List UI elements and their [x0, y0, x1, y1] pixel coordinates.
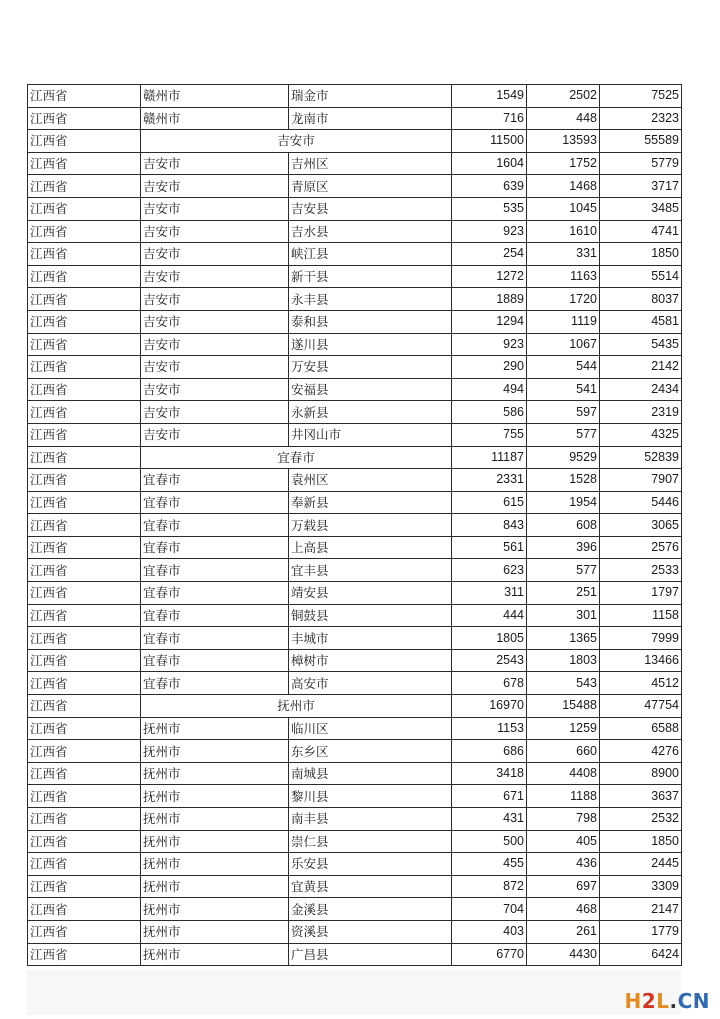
value-cell-1: 1153: [452, 717, 527, 740]
value-cell-3: 4581: [600, 310, 682, 333]
city-cell: 宜春市: [141, 649, 289, 672]
value-cell-2: 1259: [527, 717, 600, 740]
city-cell: 赣州市: [141, 107, 289, 130]
province-cell: 江西省: [28, 130, 141, 153]
table-row: [28, 491, 682, 514]
county-cell: 瑞金市: [289, 85, 452, 108]
value-cell-3: 4741: [600, 220, 682, 243]
value-cell-3: 8037: [600, 288, 682, 311]
table-row: [28, 310, 682, 333]
value-cell-3: 4276: [600, 740, 682, 763]
city-cell: 抚州市: [141, 830, 289, 853]
county-cell: 宜黄县: [289, 875, 452, 898]
value-cell-2: 597: [527, 401, 600, 424]
value-cell-1: 494: [452, 378, 527, 401]
value-cell-1: 1604: [452, 152, 527, 175]
value-cell-2: 1365: [527, 627, 600, 650]
value-cell-3: 4325: [600, 423, 682, 446]
value-cell-2: 660: [527, 740, 600, 763]
table-row: [28, 378, 682, 401]
county-cell: 吉安县: [289, 197, 452, 220]
value-cell-2: 2502: [527, 85, 600, 108]
county-cell: 南城县: [289, 762, 452, 785]
table-row: [28, 875, 682, 898]
city-cell: 吉安市: [141, 175, 289, 198]
province-cell: 江西省: [28, 920, 141, 943]
province-cell: 江西省: [28, 310, 141, 333]
table-row: [28, 197, 682, 220]
value-cell-2: 301: [527, 604, 600, 627]
value-cell-1: 686: [452, 740, 527, 763]
value-cell-3: 1797: [600, 582, 682, 605]
city-cell: 吉安市: [141, 310, 289, 333]
city-cell: 赣州市: [141, 85, 289, 108]
province-cell: 江西省: [28, 762, 141, 785]
value-cell-1: 923: [452, 333, 527, 356]
province-cell: 江西省: [28, 152, 141, 175]
value-cell-2: 4408: [527, 762, 600, 785]
value-cell-1: 615: [452, 491, 527, 514]
province-cell: 江西省: [28, 604, 141, 627]
city-cell: 吉安市: [141, 265, 289, 288]
table-row: [28, 785, 682, 808]
value-cell-3: 1158: [600, 604, 682, 627]
county-cell: 安福县: [289, 378, 452, 401]
province-cell: 江西省: [28, 288, 141, 311]
city-cell: 抚州市: [141, 898, 289, 921]
value-cell-3: 2533: [600, 559, 682, 582]
value-cell-3: 1850: [600, 243, 682, 266]
province-cell: 江西省: [28, 898, 141, 921]
value-cell-1: 843: [452, 514, 527, 537]
province-cell: 江西省: [28, 446, 141, 469]
value-cell-3: 3309: [600, 875, 682, 898]
province-cell: 江西省: [28, 197, 141, 220]
site-watermark: [625, 989, 710, 1013]
value-cell-1: 431: [452, 808, 527, 831]
value-cell-2: 15488: [527, 695, 600, 718]
value-cell-2: 396: [527, 536, 600, 559]
value-cell-3: 4512: [600, 672, 682, 695]
city-cell: 宜春市: [141, 604, 289, 627]
value-cell-2: 448: [527, 107, 600, 130]
value-cell-3: 3065: [600, 514, 682, 537]
value-cell-3: 55589: [600, 130, 682, 153]
value-cell-2: 13593: [527, 130, 600, 153]
county-cell: 资溪县: [289, 920, 452, 943]
value-cell-2: 577: [527, 559, 600, 582]
table-row: [28, 243, 682, 266]
value-cell-3: 7999: [600, 627, 682, 650]
value-cell-2: 798: [527, 808, 600, 831]
county-cell: 樟树市: [289, 649, 452, 672]
value-cell-2: 1468: [527, 175, 600, 198]
table-row: [28, 288, 682, 311]
city-cell: 抚州市: [141, 785, 289, 808]
city-subtotal-row: [28, 130, 682, 153]
city-cell: 吉安市: [141, 333, 289, 356]
province-cell: 江西省: [28, 107, 141, 130]
value-cell-3: 5446: [600, 491, 682, 514]
value-cell-2: 608: [527, 514, 600, 537]
page-bottom-band: [27, 970, 681, 1015]
value-cell-1: 1272: [452, 265, 527, 288]
value-cell-2: 1163: [527, 265, 600, 288]
table-row: [28, 220, 682, 243]
county-cell: 万载县: [289, 514, 452, 537]
city-cell: 宜春市: [141, 559, 289, 582]
table-row: [28, 740, 682, 763]
table-row: [28, 898, 682, 921]
city-cell: 抚州市: [141, 717, 289, 740]
city-subtotal-cell: 宜春市: [141, 446, 452, 469]
value-cell-1: 535: [452, 197, 527, 220]
value-cell-1: 1294: [452, 310, 527, 333]
value-cell-3: 8900: [600, 762, 682, 785]
value-cell-1: 671: [452, 785, 527, 808]
value-cell-3: 2576: [600, 536, 682, 559]
county-cell: 丰城市: [289, 627, 452, 650]
value-cell-2: 1528: [527, 469, 600, 492]
county-cell: 靖安县: [289, 582, 452, 605]
value-cell-3: 2445: [600, 853, 682, 876]
table-body: [28, 85, 682, 966]
table-row: [28, 107, 682, 130]
value-cell-1: 623: [452, 559, 527, 582]
value-cell-1: 639: [452, 175, 527, 198]
watermark-dot: .: [669, 989, 678, 1013]
province-cell: 江西省: [28, 378, 141, 401]
value-cell-1: 1549: [452, 85, 527, 108]
value-cell-3: 1779: [600, 920, 682, 943]
table-row: [28, 649, 682, 672]
table-row: [28, 514, 682, 537]
county-cell: 遂川县: [289, 333, 452, 356]
value-cell-2: 468: [527, 898, 600, 921]
value-cell-2: 9529: [527, 446, 600, 469]
value-cell-1: 311: [452, 582, 527, 605]
value-cell-3: 5514: [600, 265, 682, 288]
table-row: [28, 808, 682, 831]
value-cell-1: 290: [452, 356, 527, 379]
city-cell: 抚州市: [141, 943, 289, 966]
value-cell-1: 678: [452, 672, 527, 695]
province-cell: 江西省: [28, 830, 141, 853]
county-cell: 上高县: [289, 536, 452, 559]
value-cell-3: 6424: [600, 943, 682, 966]
county-cell: 奉新县: [289, 491, 452, 514]
value-cell-2: 405: [527, 830, 600, 853]
data-table: [27, 84, 682, 966]
value-cell-2: 543: [527, 672, 600, 695]
table-row: [28, 536, 682, 559]
province-cell: 江西省: [28, 808, 141, 831]
table-row: [28, 943, 682, 966]
province-cell: 江西省: [28, 875, 141, 898]
value-cell-2: 1752: [527, 152, 600, 175]
table-row: [28, 265, 682, 288]
value-cell-3: 3637: [600, 785, 682, 808]
city-cell: 宜春市: [141, 469, 289, 492]
province-cell: 江西省: [28, 401, 141, 424]
province-cell: 江西省: [28, 175, 141, 198]
value-cell-1: 1805: [452, 627, 527, 650]
value-cell-1: 11500: [452, 130, 527, 153]
value-cell-3: 2319: [600, 401, 682, 424]
value-cell-2: 544: [527, 356, 600, 379]
province-cell: 江西省: [28, 672, 141, 695]
watermark-h: H: [624, 989, 642, 1013]
county-cell: 黎川县: [289, 785, 452, 808]
province-cell: 江西省: [28, 649, 141, 672]
value-cell-2: 1119: [527, 310, 600, 333]
value-cell-3: 2323: [600, 107, 682, 130]
county-cell: 龙南市: [289, 107, 452, 130]
value-cell-1: 254: [452, 243, 527, 266]
value-cell-3: 7525: [600, 85, 682, 108]
value-cell-2: 1954: [527, 491, 600, 514]
county-cell: 高安市: [289, 672, 452, 695]
value-cell-1: 403: [452, 920, 527, 943]
value-cell-1: 923: [452, 220, 527, 243]
city-cell: 抚州市: [141, 853, 289, 876]
county-cell: 永新县: [289, 401, 452, 424]
city-cell: 吉安市: [141, 356, 289, 379]
county-cell: 袁州区: [289, 469, 452, 492]
table-row: [28, 853, 682, 876]
table-row: [28, 604, 682, 627]
county-cell: 铜鼓县: [289, 604, 452, 627]
value-cell-1: 3418: [452, 762, 527, 785]
value-cell-3: 1850: [600, 830, 682, 853]
table-row: [28, 333, 682, 356]
province-cell: 江西省: [28, 333, 141, 356]
province-cell: 江西省: [28, 243, 141, 266]
county-cell: 万安县: [289, 356, 452, 379]
value-cell-3: 3485: [600, 197, 682, 220]
province-cell: 江西省: [28, 695, 141, 718]
value-cell-1: 455: [452, 853, 527, 876]
value-cell-2: 331: [527, 243, 600, 266]
county-cell: 乐安县: [289, 853, 452, 876]
table-row: [28, 762, 682, 785]
table-row: [28, 401, 682, 424]
province-cell: 江西省: [28, 265, 141, 288]
city-cell: 吉安市: [141, 401, 289, 424]
value-cell-2: 1610: [527, 220, 600, 243]
value-cell-1: 704: [452, 898, 527, 921]
city-subtotal-cell: 吉安市: [141, 130, 452, 153]
province-cell: 江西省: [28, 85, 141, 108]
table-row: [28, 356, 682, 379]
value-cell-2: 251: [527, 582, 600, 605]
table-row: [28, 469, 682, 492]
table-row: [28, 175, 682, 198]
value-cell-3: 5435: [600, 333, 682, 356]
city-cell: 吉安市: [141, 197, 289, 220]
table-row: [28, 717, 682, 740]
value-cell-2: 261: [527, 920, 600, 943]
table-row: [28, 152, 682, 175]
county-cell: 广昌县: [289, 943, 452, 966]
value-cell-2: 1188: [527, 785, 600, 808]
value-cell-3: 2532: [600, 808, 682, 831]
city-cell: 吉安市: [141, 243, 289, 266]
county-cell: 泰和县: [289, 310, 452, 333]
value-cell-1: 11187: [452, 446, 527, 469]
value-cell-1: 6770: [452, 943, 527, 966]
value-cell-3: 6588: [600, 717, 682, 740]
city-cell: 吉安市: [141, 152, 289, 175]
table-row: [28, 920, 682, 943]
province-cell: 江西省: [28, 220, 141, 243]
province-cell: 江西省: [28, 717, 141, 740]
county-cell: 吉州区: [289, 152, 452, 175]
city-cell: 抚州市: [141, 762, 289, 785]
county-cell: 井冈山市: [289, 423, 452, 446]
city-subtotal-row: [28, 446, 682, 469]
city-cell: 宜春市: [141, 672, 289, 695]
table-row: [28, 582, 682, 605]
province-cell: 江西省: [28, 536, 141, 559]
value-cell-1: 586: [452, 401, 527, 424]
value-cell-2: 1045: [527, 197, 600, 220]
watermark-l: L: [656, 989, 670, 1013]
value-cell-1: 16970: [452, 695, 527, 718]
county-cell: 新干县: [289, 265, 452, 288]
province-cell: 江西省: [28, 356, 141, 379]
county-cell: 临川区: [289, 717, 452, 740]
value-cell-1: 2543: [452, 649, 527, 672]
city-cell: 宜春市: [141, 514, 289, 537]
table-row: [28, 423, 682, 446]
city-cell: 吉安市: [141, 288, 289, 311]
city-cell: 抚州市: [141, 875, 289, 898]
table-row: [28, 85, 682, 108]
province-cell: 江西省: [28, 582, 141, 605]
value-cell-1: 444: [452, 604, 527, 627]
city-cell: 吉安市: [141, 378, 289, 401]
province-cell: 江西省: [28, 514, 141, 537]
value-cell-3: 52839: [600, 446, 682, 469]
table-row: [28, 627, 682, 650]
city-cell: 抚州市: [141, 808, 289, 831]
value-cell-2: 1803: [527, 649, 600, 672]
value-cell-3: 3717: [600, 175, 682, 198]
value-cell-2: 541: [527, 378, 600, 401]
city-cell: 抚州市: [141, 920, 289, 943]
county-cell: 吉水县: [289, 220, 452, 243]
county-cell: 青原区: [289, 175, 452, 198]
county-cell: 峡江县: [289, 243, 452, 266]
value-cell-1: 755: [452, 423, 527, 446]
county-cell: 金溪县: [289, 898, 452, 921]
city-cell: 抚州市: [141, 740, 289, 763]
value-cell-3: 7907: [600, 469, 682, 492]
province-cell: 江西省: [28, 740, 141, 763]
watermark-cn: CN: [677, 989, 710, 1013]
province-cell: 江西省: [28, 627, 141, 650]
province-cell: 江西省: [28, 853, 141, 876]
province-cell: 江西省: [28, 491, 141, 514]
value-cell-1: 872: [452, 875, 527, 898]
value-cell-3: 2142: [600, 356, 682, 379]
county-cell: 崇仁县: [289, 830, 452, 853]
city-cell: 宜春市: [141, 491, 289, 514]
watermark-2: 2: [641, 989, 657, 1013]
province-cell: 江西省: [28, 469, 141, 492]
value-cell-3: 13466: [600, 649, 682, 672]
value-cell-2: 697: [527, 875, 600, 898]
province-cell: 江西省: [28, 943, 141, 966]
county-cell: 南丰县: [289, 808, 452, 831]
county-cell: 永丰县: [289, 288, 452, 311]
city-subtotal-cell: 抚州市: [141, 695, 452, 718]
value-cell-3: 2434: [600, 378, 682, 401]
province-cell: 江西省: [28, 423, 141, 446]
value-cell-2: 1067: [527, 333, 600, 356]
value-cell-2: 4430: [527, 943, 600, 966]
city-cell: 吉安市: [141, 423, 289, 446]
city-cell: 宜春市: [141, 582, 289, 605]
city-cell: 宜春市: [141, 536, 289, 559]
value-cell-3: 2147: [600, 898, 682, 921]
city-subtotal-row: [28, 695, 682, 718]
table-row: [28, 830, 682, 853]
county-cell: 宜丰县: [289, 559, 452, 582]
value-cell-3: 47754: [600, 695, 682, 718]
value-cell-1: 1889: [452, 288, 527, 311]
value-cell-1: 716: [452, 107, 527, 130]
province-cell: 江西省: [28, 559, 141, 582]
county-cell: 东乡区: [289, 740, 452, 763]
value-cell-2: 436: [527, 853, 600, 876]
table-row: [28, 559, 682, 582]
value-cell-2: 577: [527, 423, 600, 446]
value-cell-1: 561: [452, 536, 527, 559]
city-cell: 宜春市: [141, 627, 289, 650]
value-cell-2: 1720: [527, 288, 600, 311]
table-row: [28, 672, 682, 695]
city-cell: 吉安市: [141, 220, 289, 243]
value-cell-3: 5779: [600, 152, 682, 175]
value-cell-1: 500: [452, 830, 527, 853]
value-cell-1: 2331: [452, 469, 527, 492]
province-cell: 江西省: [28, 785, 141, 808]
